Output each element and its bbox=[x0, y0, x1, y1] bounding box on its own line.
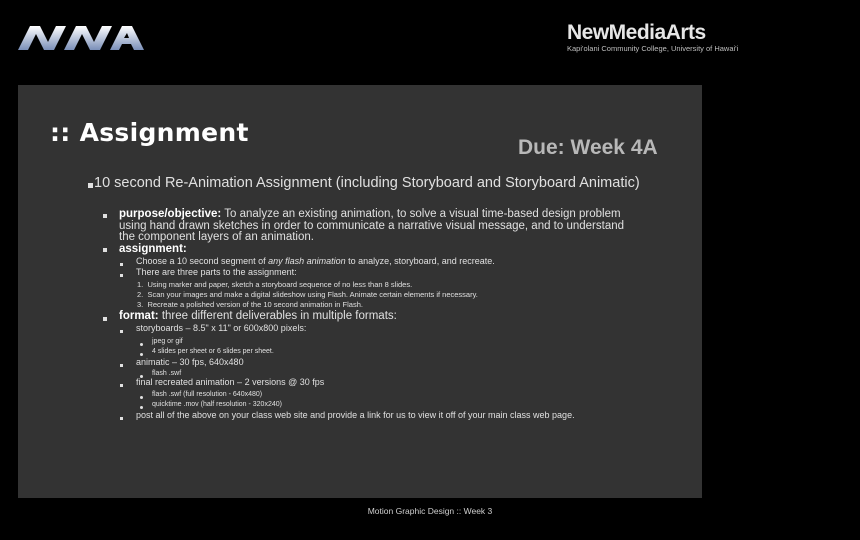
bullet-icon bbox=[120, 364, 123, 367]
assignment-item: There are three parts to the assignment: bbox=[136, 267, 297, 277]
slide-title: :: Assignment bbox=[50, 118, 249, 147]
bullet-icon bbox=[120, 263, 123, 266]
bullet-icon bbox=[103, 214, 107, 218]
bullet-icon bbox=[103, 317, 107, 321]
assignment-label: assignment: bbox=[119, 243, 187, 255]
bullet-icon bbox=[140, 406, 143, 409]
numbered-item: 2. Scan your images and make a digital slideshow using Flash. Animate certain elements if necessary. bbox=[137, 290, 478, 299]
footer-text: Motion Graphic Design :: Week 3 bbox=[367, 506, 493, 516]
due-date: Due: Week 4A bbox=[518, 136, 658, 159]
format-item: format: three different deliverables in multiple formats: bbox=[119, 310, 397, 322]
brand-subtitle: Kapi'olani Community College, University of Hawai'i bbox=[567, 44, 739, 53]
numbered-item: 1. Using marker and paper, sketch a storyboard sequence of no less than 8 slides. bbox=[137, 280, 413, 289]
bullet-icon bbox=[120, 384, 123, 387]
assignment-item: Choose a 10 second segment of any flash animation to analyze, storyboard, and recreate. bbox=[136, 256, 495, 266]
brand-name: NewMediaArts bbox=[567, 21, 706, 44]
bullet-icon bbox=[120, 330, 123, 333]
purpose-item bbox=[119, 209, 634, 244]
bullet-icon bbox=[140, 396, 143, 399]
purpose-text: To analyze an existing animation, to solve a visual time-based design problem using hand drawn sketches in order to communicate a narrative visual message, and to understand the component layers of an animation. bbox=[119, 208, 625, 243]
main-point: 10 second Re-Animation Assignment (including Storyboard and Storyboard Animatic) bbox=[94, 175, 640, 191]
format-subitem: flash .swf bbox=[152, 370, 182, 377]
format-deliverable: final recreated animation – 2 versions @ 30 fps bbox=[136, 377, 325, 387]
bullet-icon bbox=[140, 343, 143, 346]
bullet-icon bbox=[120, 417, 123, 420]
format-subitem: flash .swf (full resolution - 640x480) bbox=[152, 391, 263, 398]
bullet-icon bbox=[103, 248, 107, 252]
format-subitem: 4 slides per sheet or 6 slides per sheet. bbox=[152, 348, 274, 355]
numbered-item: 3. Recreate a polished version of the 10 second animation in Flash. bbox=[137, 300, 363, 309]
header bbox=[0, 0, 739, 85]
format-deliverable: storyboards – 8.5" x 11" or 600x800 pixels: bbox=[136, 323, 307, 333]
format-deliverable: post all of the above on your class web site and provide a link for us to view it off of your main class web page. bbox=[136, 410, 575, 420]
bullet-icon bbox=[140, 353, 143, 356]
format-deliverable: animatic – 30 fps, 640x480 bbox=[136, 357, 244, 367]
nma-logo-icon bbox=[18, 20, 158, 54]
bullet-icon bbox=[120, 274, 123, 277]
brand-block bbox=[567, 21, 739, 53]
format-subitem: quicktime .mov (half resolution - 320x240) bbox=[152, 401, 282, 408]
purpose-label: purpose/objective: bbox=[119, 208, 222, 220]
format-subitem: jpeg or gif bbox=[152, 338, 183, 345]
